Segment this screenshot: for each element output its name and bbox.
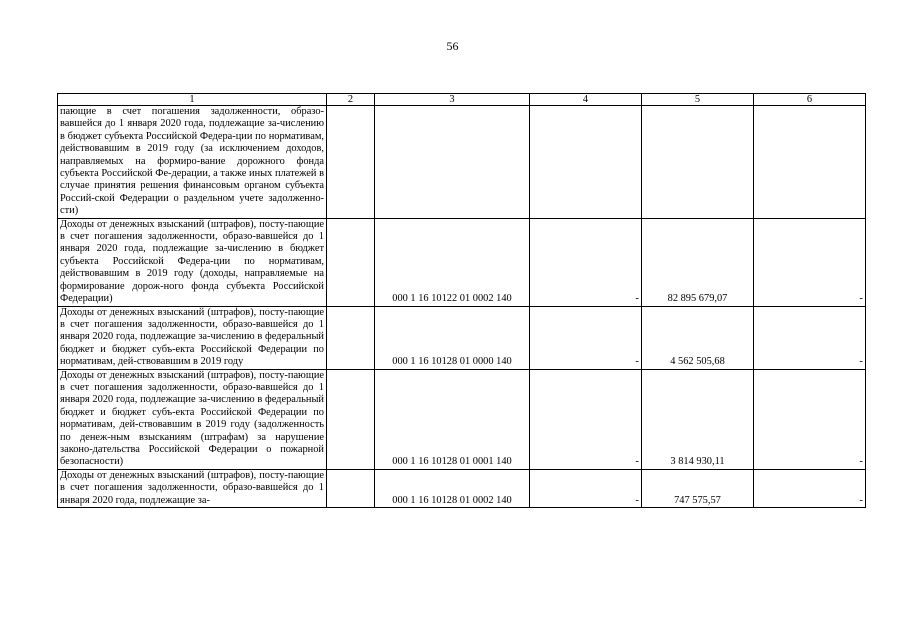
- cell-col2: [327, 106, 375, 219]
- table-header-row: [58, 94, 866, 106]
- budget-code: 000 1 16 10128 01 0002 140: [375, 469, 530, 507]
- cell-col2: [327, 218, 375, 306]
- cell-col6: -: [754, 306, 866, 369]
- column-header: 1: [58, 94, 327, 106]
- cell-col2: [327, 369, 375, 469]
- budget-code: 000 1 16 10128 01 0000 140: [375, 306, 530, 369]
- cell-col4: [530, 106, 642, 219]
- column-header: 6: [754, 94, 866, 106]
- budget-table: [57, 93, 866, 508]
- cell-col6: -: [754, 218, 866, 306]
- amount: 3 814 930,11: [642, 369, 754, 469]
- income-description: Доходы от денежных взысканий (штрафов), посту-пающие в счет погашения задолженности, образо-вавшейся до 1 января 2020 года, подлежащие за-числению в федеральный бюджет и бюджет субъ-екта Российской Федерации по нормативам, дей-ствовавшим в 2019 году (задолженность по денеж-ным взысканиям (штрафам) за нарушение законо-дательства Российской Федерации о пожарной безопасности): [58, 369, 327, 469]
- budget-code: [375, 106, 530, 219]
- column-header: 2: [327, 94, 375, 106]
- cell-col4: -: [530, 218, 642, 306]
- budget-code: 000 1 16 10122 01 0002 140: [375, 218, 530, 306]
- column-header: 3: [375, 94, 530, 106]
- cell-col4: -: [530, 469, 642, 507]
- cell-col4: -: [530, 306, 642, 369]
- amount: 4 562 505,68: [642, 306, 754, 369]
- table-row: [58, 369, 866, 469]
- cell-col6: -: [754, 369, 866, 469]
- table-row: [58, 218, 866, 306]
- table-row: [58, 306, 866, 369]
- cell-col2: [327, 469, 375, 507]
- table-row: [58, 469, 866, 507]
- income-description: пающие в счет погашения задолженности, образо-вавшейся до 1 января 2020 года, подлежащие за-числению в бюджет субъекта Российской Федера-ции по нормативам, действовавшим в 2019 году (за исключением доходов, направляемых на формиро-вание дорожного фонда субъекта Российской Фе-дерации, а также иных платежей в случае принятия решения финансовым органом субъекта Россий-ской Федерации о раздельном учете задолженно-сти): [58, 106, 327, 219]
- income-description: Доходы от денежных взысканий (штрафов), посту-пающие в счет погашения задолженности, образо-вавшейся до 1 января 2020 года, подлежащие за-числению в федеральный бюджет и бюджет субъ-екта Российской Федерации по нормативам, дей-ствовавшим в 2019 году: [58, 306, 327, 369]
- income-description: Доходы от денежных взысканий (штрафов), посту-пающие в счет погашения задолженности, образо-вавшейся до 1 января 2020 года, подлежащие за-числению в бюджет субъекта Российской Федера-ции по нормативам, действовавшим в 2019 году (доходы, направляемые на формирование дорож-ного фонда субъекта Российской Федерации): [58, 218, 327, 306]
- budget-code: 000 1 16 10128 01 0001 140: [375, 369, 530, 469]
- table-row: [58, 106, 866, 219]
- cell-col6: -: [754, 469, 866, 507]
- cell-col6: [754, 106, 866, 219]
- amount: 82 895 679,07: [642, 218, 754, 306]
- cell-col2: [327, 306, 375, 369]
- income-description: Доходы от денежных взысканий (штрафов), посту-пающие в счет погашения задолженности, образо-вавшейся до 1 января 2020 года, подлежащие за-: [58, 469, 327, 507]
- cell-col4: -: [530, 369, 642, 469]
- amount: [642, 106, 754, 219]
- column-header: 4: [530, 94, 642, 106]
- page-number: 56: [446, 39, 459, 53]
- amount: 747 575,57: [642, 469, 754, 507]
- column-header: 5: [642, 94, 754, 106]
